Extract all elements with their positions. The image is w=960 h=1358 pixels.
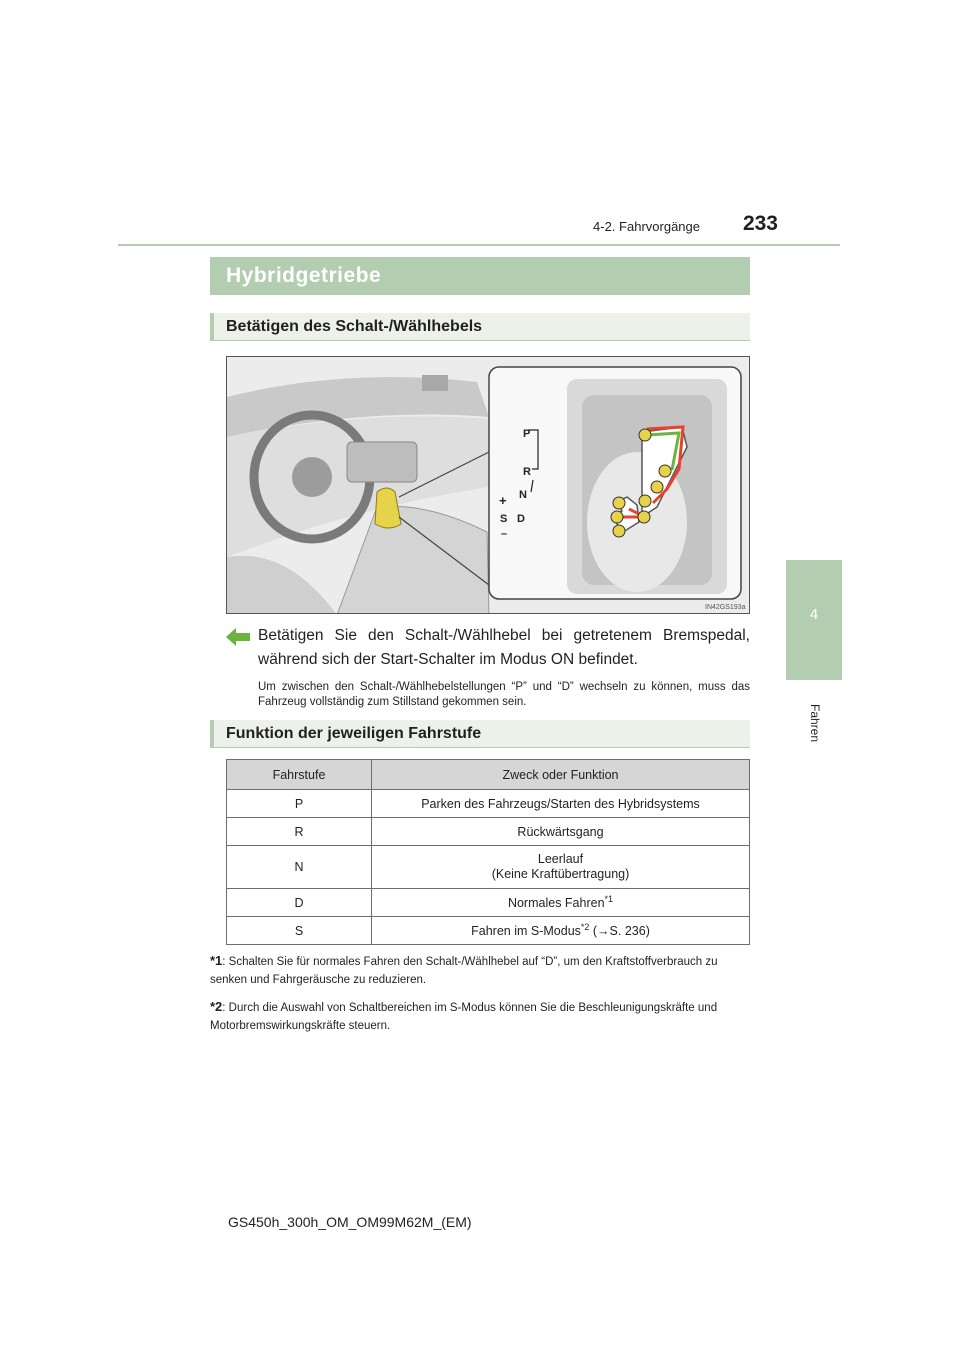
gear-label-r: R: [523, 466, 531, 478]
function-text: Fahren im S-Modus: [471, 924, 581, 939]
section-title: Hybridgetriebe: [226, 264, 382, 287]
page-number: 233: [742, 212, 778, 235]
subsection-title-2: Funktion der jeweiligen Fahrstufe: [226, 725, 482, 742]
footnote-ref: *1: [604, 893, 614, 904]
function-text: Normales Fahren: [507, 896, 605, 911]
document-code: GS450h_300h_OM_OM99M62M_(EM): [228, 1214, 472, 1230]
instruction-text: Betätigen Sie den Schalt-/Wählhebel bei getretenem Bremspedal, während sich der Start-Schalter im Modus ON befindet.: [258, 627, 750, 668]
footnote-mark: *1: [210, 953, 223, 968]
table-cell-gear: R: [227, 818, 372, 846]
gear-label-s: S: [500, 513, 508, 525]
table-cell-gear: N: [227, 846, 372, 889]
table-cell-function: [372, 917, 750, 945]
header-section-title: 4-2. Fahrvorgänge: [593, 219, 700, 234]
table-header-function: Zweck oder Funktion: [372, 760, 750, 790]
table-cell-function: [372, 889, 750, 917]
gear-function-table: [226, 759, 750, 945]
table-cell-gear: D: [227, 889, 372, 917]
chapter-name: [806, 690, 824, 760]
page-reference: (→S. 236): [589, 924, 650, 939]
shift-lever-illustration: [226, 356, 750, 614]
table-row: [227, 818, 750, 846]
table-row: [227, 846, 750, 889]
gear-label-p: P: [523, 428, 531, 440]
footnote-2: [210, 998, 750, 1035]
footnote-mark: *2: [210, 999, 223, 1014]
table-cell-function: Rückwärtsgang: [372, 818, 750, 846]
table-cell-function: Parken des Fahrzeugs/Starten des Hybridsystems: [372, 790, 750, 818]
gear-label-minus: –: [501, 528, 508, 540]
table-cell-gear: P: [227, 790, 372, 818]
left-arrow-icon: [226, 626, 250, 648]
header-rule: [118, 244, 840, 246]
table-cell-function: [372, 846, 750, 889]
table-header-gear: Fahrstufe: [227, 760, 372, 790]
function-line-2: (Keine Kraftübertragung): [491, 867, 630, 881]
table-cell-gear: S: [227, 917, 372, 945]
gear-label-n: N: [519, 489, 527, 501]
footnote-text: : Durch die Auswahl von Schaltbereichen im S-Modus können Sie die Beschleunigungskräfte und Motorbremswirkungskräfte steuern.: [210, 1002, 718, 1032]
table-row: [227, 790, 750, 818]
subsection-title: Betätigen des Schalt-/Wählhebels: [226, 318, 483, 335]
table-header-row: [227, 760, 750, 790]
footnote-1: [210, 952, 750, 989]
figure-code: IN42GS193a: [705, 604, 746, 611]
footnote-text: : Schalten Sie für normales Fahren den Schalt-/Wählhebel auf “D”, um den Kraftstoffverbrauch zu senken und Fahrgeräusche zu reduzieren.: [210, 956, 718, 986]
gear-label-plus: +: [499, 493, 507, 508]
footnote-ref: *2: [580, 921, 590, 932]
chapter-name-label: Fahren: [808, 703, 822, 743]
function-line-1: Leerlauf: [537, 852, 584, 866]
instruction-note: Um zwischen den Schalt-/Wählhebelstellungen “P” und “D” wechseln zu können, muss das Fahrzeug vollständig zum Stillstand gekommen sein.: [258, 681, 750, 708]
chapter-number: 4: [809, 606, 819, 623]
table-row: [227, 917, 750, 945]
table-row: [227, 889, 750, 917]
gear-label-d: D: [517, 513, 525, 525]
